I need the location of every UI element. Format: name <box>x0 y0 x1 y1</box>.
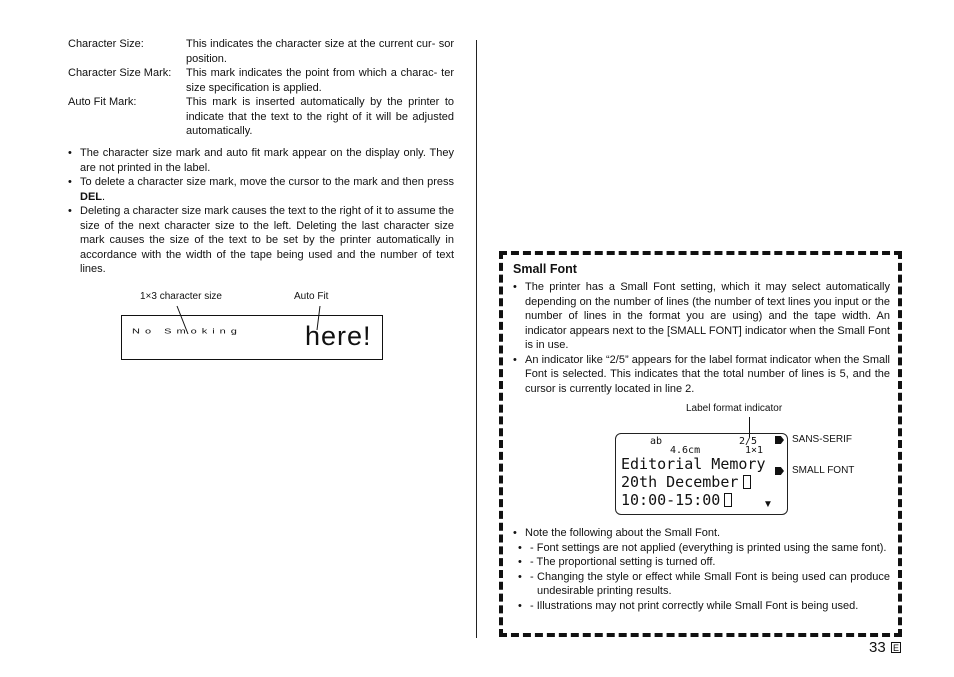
note-item: • - The proportional setting is turned off. <box>525 555 890 570</box>
del-key: DEL <box>80 190 102 203</box>
lcd-display <box>615 433 788 515</box>
small-font-title: Small Font <box>513 262 577 276</box>
column-divider <box>476 40 477 638</box>
small-font-notes <box>513 526 890 613</box>
left-bullet-list <box>68 146 454 277</box>
lcd-line1: Editorial Memory <box>621 455 766 473</box>
indicator-sans-serif: SANS-SERIF <box>792 434 853 445</box>
scroll-down-icon: ▼ <box>763 499 773 510</box>
lcd-ab: ab <box>650 436 663 447</box>
callout-auto-fit: Auto Fit <box>294 291 329 302</box>
lcd-line3: 10:00-15:00 <box>621 491 721 509</box>
label-preview <box>121 315 383 360</box>
lcd-fraction: 2/5 <box>739 436 758 447</box>
note-item: • - Changing the style or effect while Small Font is being used can produce undesirable printing results. <box>525 570 890 599</box>
lcd-size: 1×1 <box>745 445 764 456</box>
lcd-cursor-2 <box>743 475 751 489</box>
term-character-size-mark: Character Size Mark: <box>68 67 172 79</box>
label-text-small: No Smoking <box>132 327 242 336</box>
desc-auto-fit-mark: This mark is inserted automatically by the printer to indicate that the text to the right of it will be adjusted automatically. <box>186 96 454 137</box>
page-number: 33 <box>869 639 886 656</box>
label-text-large: here! <box>305 321 372 351</box>
bullet-delete-effect: • Deleting a character size mark causes the text to the right of it to assume the size of the next character size to the left. Deleting the last character size mark causes the size of the text to be set by the printer automatically in accordance with the width of the tape being used and the number of text lines. <box>68 204 454 277</box>
note-item: • - Font settings are not applied (everything is printed using the same font). <box>525 541 890 556</box>
desc-character-size-mark: This mark indicates the point from which a charac- ter size specification is applied. <box>186 67 454 94</box>
language-badge: E <box>892 643 899 653</box>
small-font-bullets <box>513 280 890 396</box>
note-item: • - Illustrations may not print correctly while Small Font is being used. <box>525 599 890 614</box>
desc-character-size: This indicates the character size at the current cur- sor position. <box>186 38 454 65</box>
lcd-line2: 20th December <box>621 473 739 491</box>
callout-label-format-indicator: Label format indicator <box>686 403 783 414</box>
bullet-display-only: • The character size mark and auto fit mark appear on the display only. They are not printed in the label. <box>68 146 454 175</box>
callout-character-size: 1×3 character size <box>140 291 222 302</box>
lcd-width: 4.6cm <box>670 445 701 456</box>
lcd-cursor-3 <box>724 493 732 507</box>
bullet-small-font-auto: • The printer has a Small Font setting, which it may select automatically depending on the number of lines (the number of text lines you input or the number of lines in the format you are using) and the tape width. An indicator appears next to the [SMALL FONT] indicator when the Small Font is in use. <box>513 280 890 353</box>
note-sublist <box>525 541 890 614</box>
bullet-format-indicator: • An indicator like “2/5” appears for the label format indicator when the Small Font is selected. This indicates that the total number of lines is 5, and the cursor is currently located in line 2. <box>513 353 890 397</box>
term-auto-fit-mark: Auto Fit Mark: <box>68 96 137 108</box>
indicator-small-font: SMALL FONT <box>792 465 855 476</box>
term-character-size: Character Size: <box>68 38 144 50</box>
bullet-note-intro: • Note the following about the Small Font. • - Font settings are not applied (everything is printed using the same font). • - The proportional setting is turned off. • - Changing the style or effect while Small Font is being used can produce undesirable printing results. • - Illustrations may not print correctly while Small Font is being used. <box>513 526 890 613</box>
bullet-delete-mark: • To delete a character size mark, move the cursor to the mark and then press DEL. <box>68 175 454 204</box>
